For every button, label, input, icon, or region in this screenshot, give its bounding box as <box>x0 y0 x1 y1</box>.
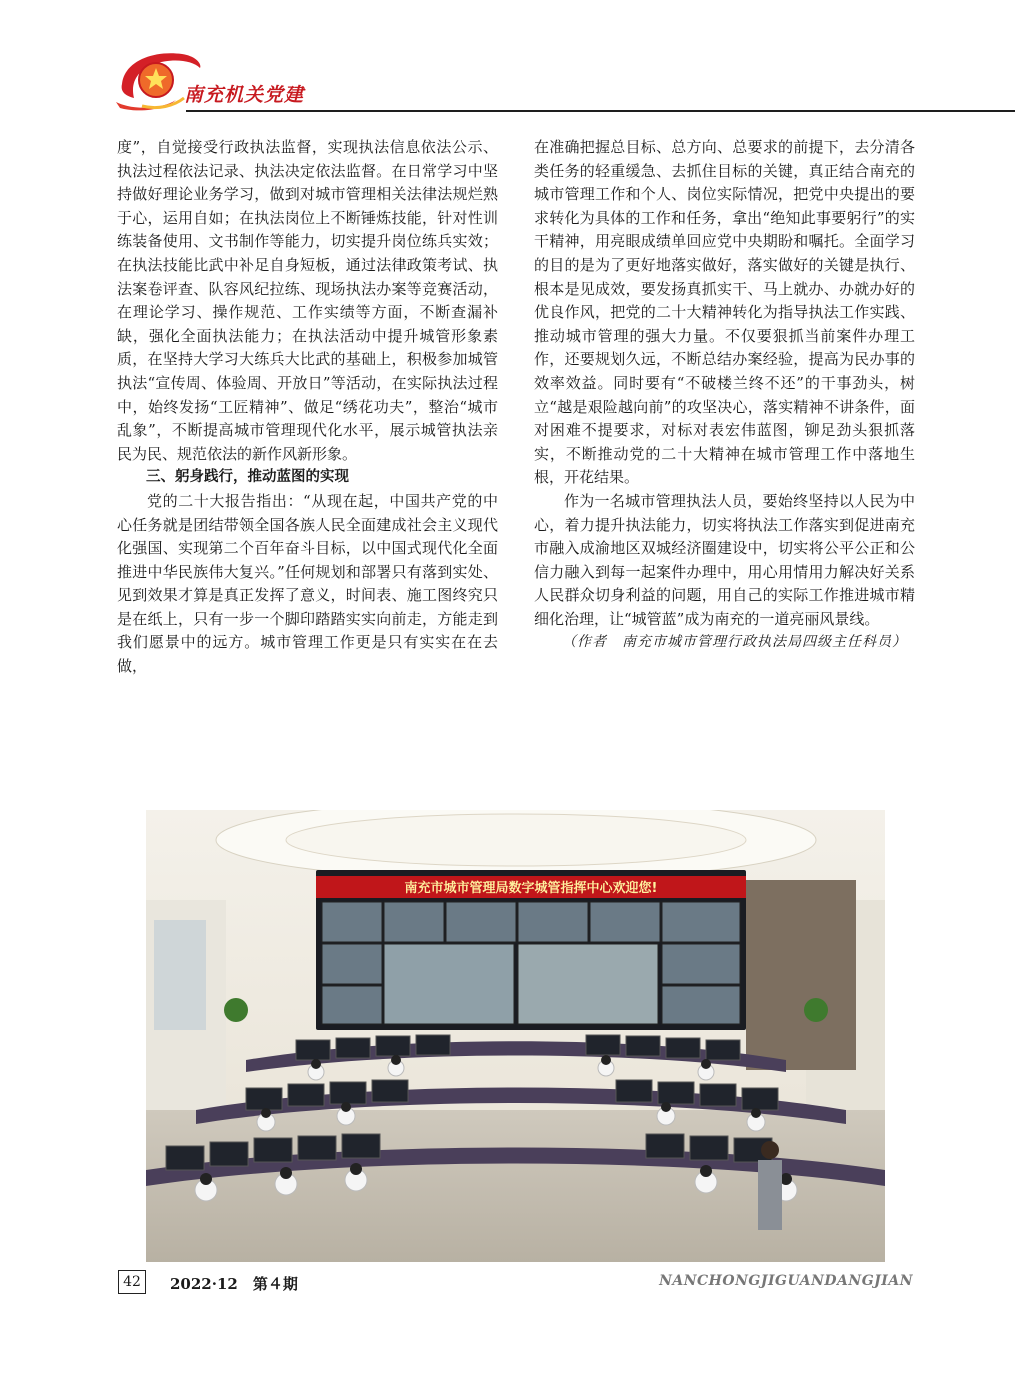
command-center-photo <box>146 810 885 1262</box>
article-right-column <box>534 136 915 655</box>
command-center-illustration <box>146 810 885 1262</box>
article-paragraph: 作为一名城市管理执法人员，要始终坚持以人民为中心，着力提升执法能力，切实将执法工作落实到促进南充市融入成渝地区双城经济圈建设中，切实将公平公正和公信力融入到每一起案件办理中，用心用情用力解决好关系人民群众切身利益的问题，用自己的实际工作推进城市精细化治理，让“城管蓝”成为南充的一道亮丽风景线。 <box>534 491 915 628</box>
article-paragraph: 党的二十大报告指出：“从现在起，中国共产党的中心任务就是团结带领全国各族人民全面建成社会主义现代化强国、实现第二个百年奋斗目标，以中国式现代化全面推进中华民族伟大复兴。”任何规划和部署只有落到实处、见到效果才算是真正发挥了意义，时间表、施工图终究只是在纸上，只有一步一个脚印踏踏实实向前走，方能走到我们愿景中的远方。城市管理工作更是只有实实在在去做， <box>117 491 498 676</box>
magazine-name-english: NANCHONGJIGUANDANGJIAN <box>659 1273 913 1289</box>
page-header <box>0 0 1015 120</box>
issue-label: 2022·12 第４期 <box>170 1275 298 1293</box>
page-number: 42 <box>118 1270 146 1294</box>
article-paragraph: 在准确把握总目标、总方向、总要求的前提下，去分清各类任务的轻重缓急、去抓住目标的关键，真正结合南充的城市管理工作和个人、岗位实际情况，把党中央提出的要求转化为具体的工作和任务，拿出“绝知此事要躬行”的实干精神，用亮眼成绩单回应党中央期盼和嘱托。全面学习的目的是为了更好地落实做好，落实做好的关键是执行、根本是见成效，要发扬真抓实干、马上就办、办就办好的优良作风，把党的二十大精神转化为指导执法工作实践、推动城市管理的强大力量。不仅要狠抓当前案件办理工作，还要规划久远，不断总结办案经验，提高为民办事的效率效益。同时要有“不破楼兰终不还”的干事劲头，树立“越是艰险越向前”的攻坚决心，落实精神不讲条件，面对困难不提要求，对标对表宏伟蓝图，铆足劲头狠抓落实，不断推动党的二十大精神在城市管理工作中落地生根，开花结果。 <box>534 138 915 487</box>
magazine-brand: 南充机关党建 <box>184 84 305 106</box>
author-byline: （作者 南充市城市管理行政执法局四级主任科员） <box>562 634 907 651</box>
banner-text: 南充市城市管理局数字城管指挥中心欢迎您! <box>404 881 658 896</box>
section-heading: 三、躬身践行，推动蓝图的实现 <box>146 469 349 486</box>
article-left-column <box>117 136 498 679</box>
article-paragraph: 度”，自觉接受行政执法监督，实现执法信息依法公示、执法过程依法记录、执法决定依法监督。在日常学习中坚持做好理论业务学习，做到对城市管理相关法律法规烂熟于心，运用自如；在执法岗位上不断锤炼技能，针对性训练装备使用、文书制作等能力，切实提升岗位练兵实效；在执法技能比武中补足自身短板，通过法律政策考试、执法案卷评查、队容风纪拉练、现场执法办案等竞赛活动，在理论学习、操作规范、工作实绩等方面，不断查漏补缺，强化全面执法能力；在执法活动中提升城管形象素质，在坚持大学习大练兵大比武的基础上，积极参加城管执法“宣传周、体验周、开放日”等活动，在实际执法过程中，始终发扬“工匠精神”、做足“绣花功夫”，整治“城市乱象”，不断提高城市管理现代化水平，展示城管执法亲民为民、规范依法的新作风新形象。 <box>117 138 498 463</box>
header-rule <box>186 110 1015 112</box>
